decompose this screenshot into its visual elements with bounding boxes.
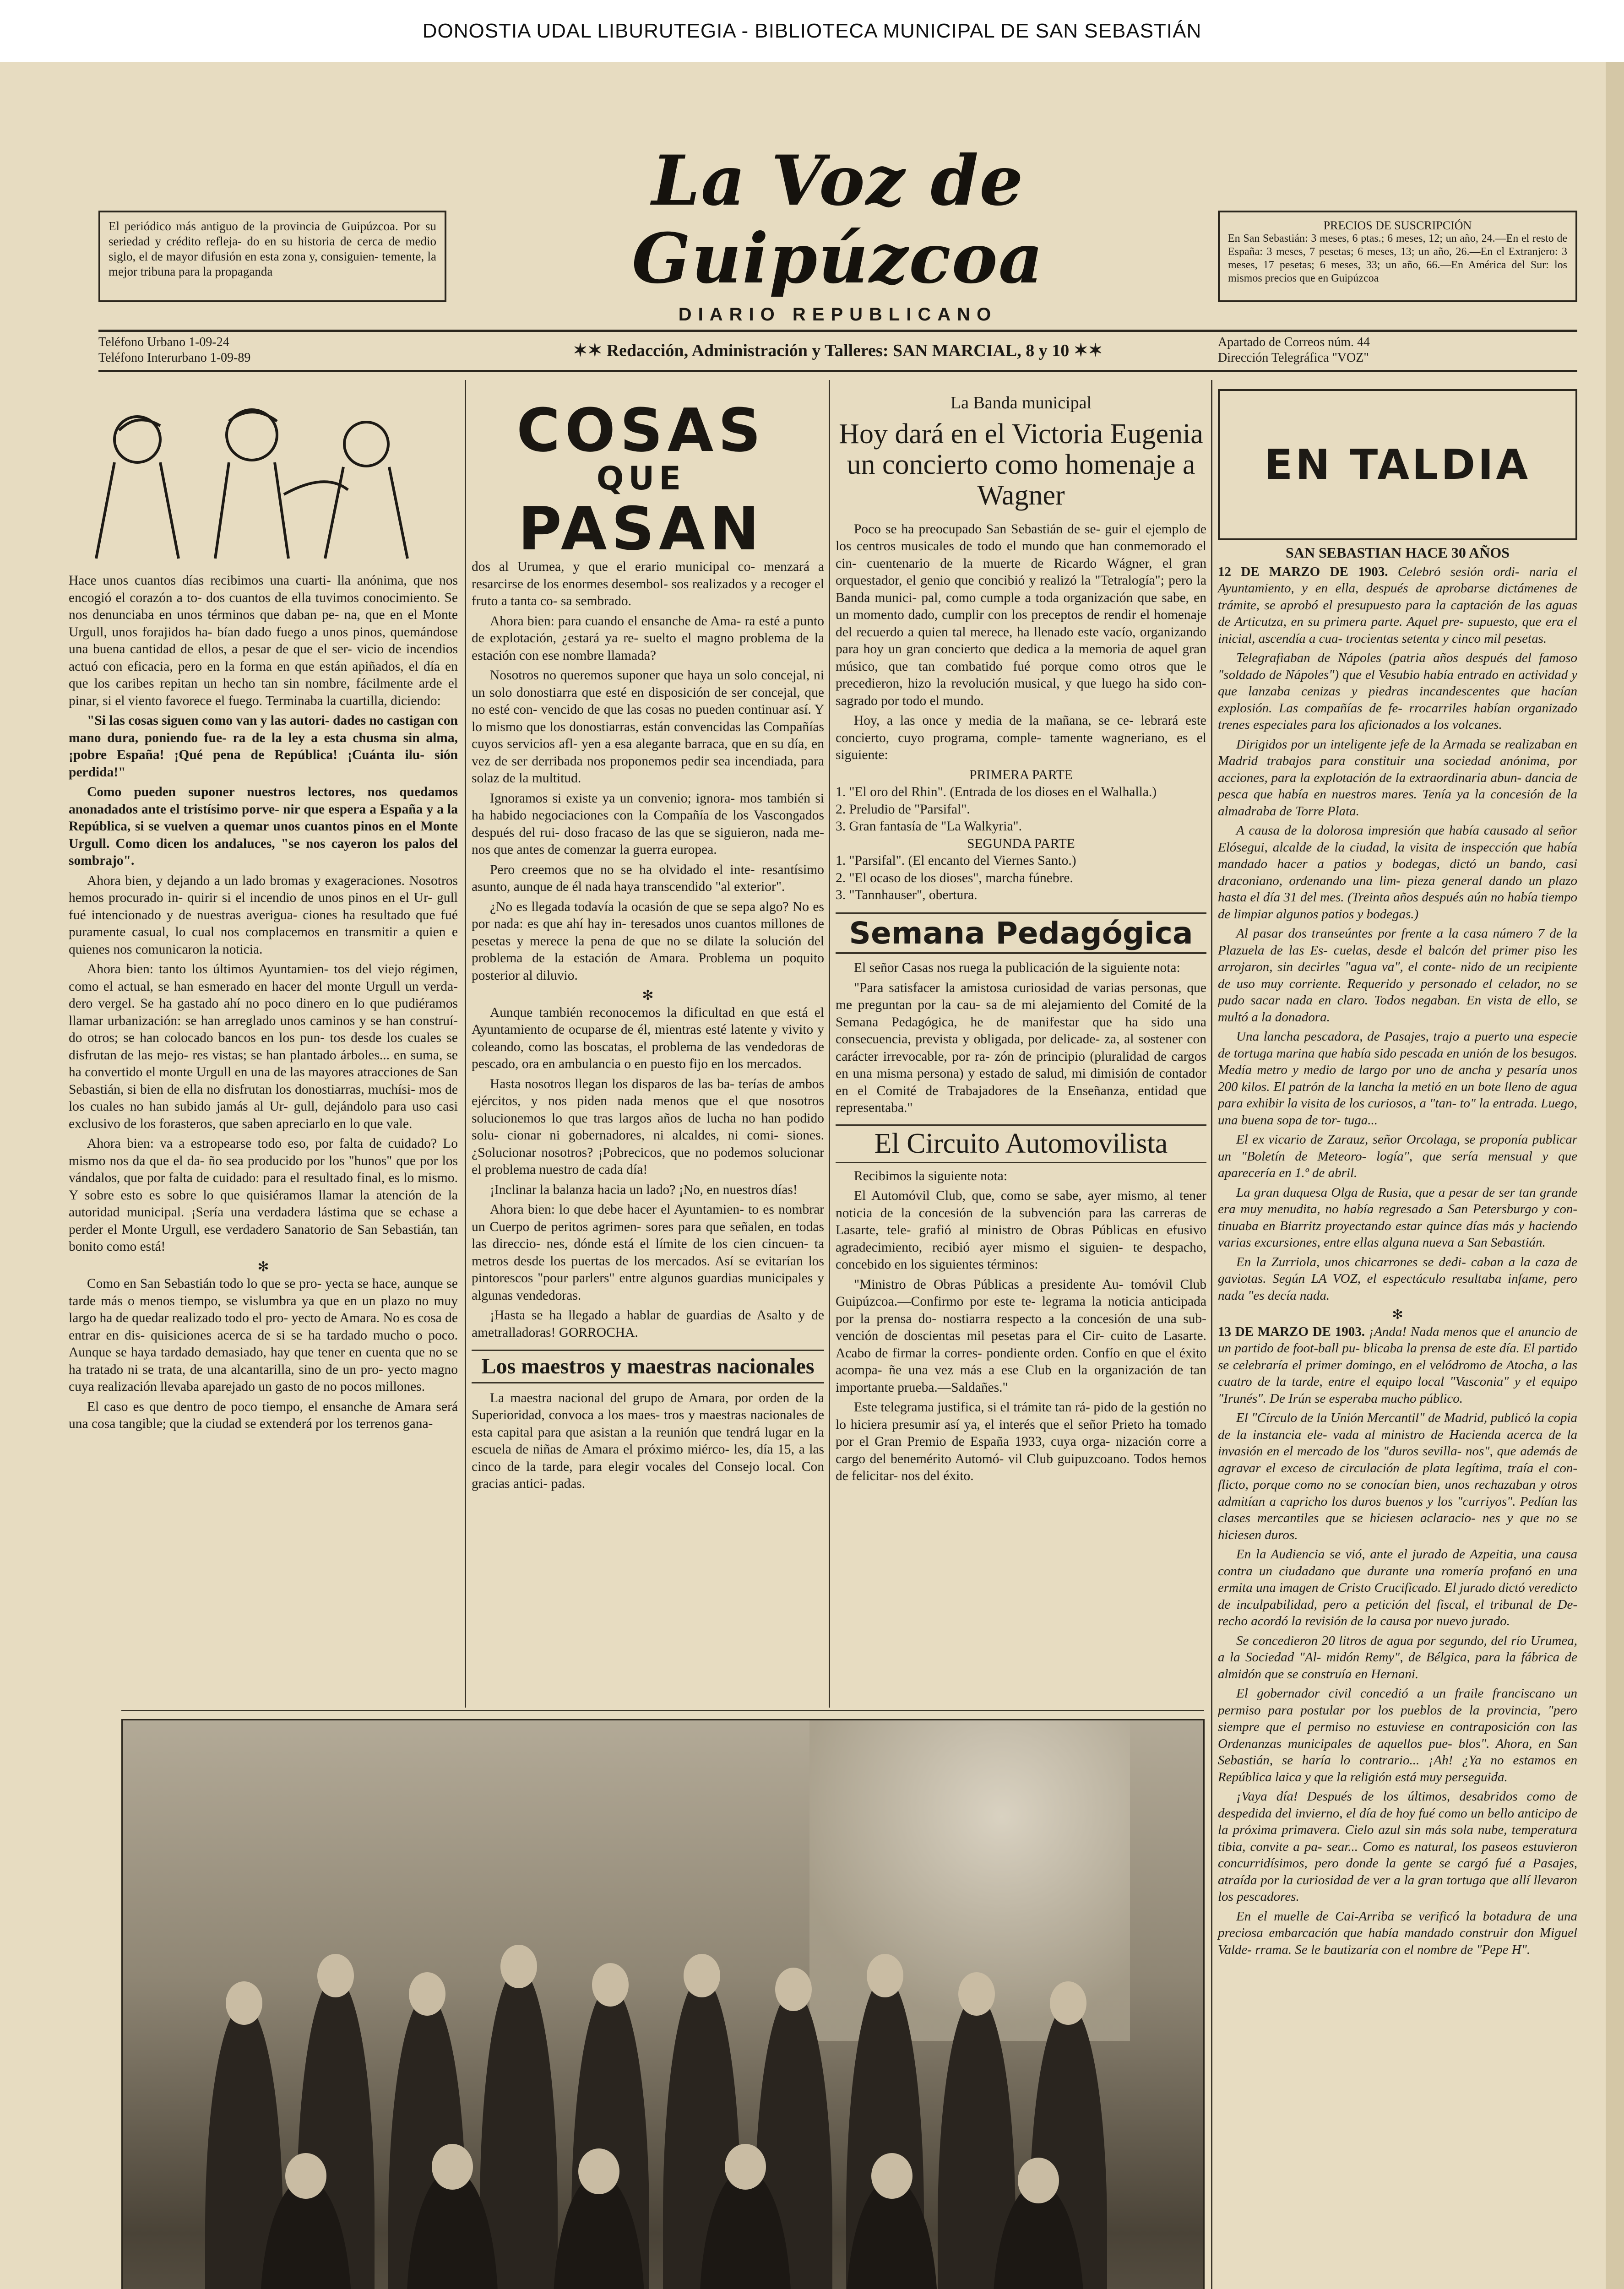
address-block [472, 332, 1204, 369]
column-rule-3 [1211, 380, 1212, 2289]
item-2-3: En la Audiencia se vió, ante el jurado de Azpeitia, una causa contra un ciudadano que durante una romería profanó en una ermita una imagen de Cristo Crucificado. El jurado dictó veredicto de inculpabilidad, pero a petición del fiscal, el tribunal de De- recho acordó la revisión de la causa por nuevo jurado. [1218, 1547, 1577, 1629]
phone-urban: Teléfono Urbano 1-09-24 [98, 335, 229, 349]
item-1-8: La gran duquesa Olga de Rusia, que a pesar de ser tan grande era muy menudita, no había regresado a San Petersburgo y con- tinuaba en Biarritz proyectando estar quince días más y haciendo varias excursiones, entre ellas alguna nueva a San Sebastián. [1218, 1185, 1577, 1250]
col2-p4: Ignoramos si existe ya un convenio; ignora- mos también si ha habido negociaciones con la Compañía de los Vascongados después del rui- doso fracaso de las que se siguieron, nada me- nos que antes de comenzar la guerra europea. [472, 791, 824, 857]
item-2-5: El gobernador civil concedió a un fraile franciscano un permiso para postular por los pueblos de la provincia, "pero siempre que el permiso no estuviese en contraposición con las Ordenanzas municipales de aquellos pue- blos". Ahora, en San Sebastián, se haría lo contrario... ¡Ah! ¿Ya no estamos en República laica y que la religión está muy perseguida. [1218, 1686, 1577, 1785]
col1-p6: Ahora bien: va a estropearse todo eso, por falta de cuidado? Lo mismo nos da que el da- ño sea producido por los "hunos" que por los vándalos, que por falta de cuidado: para el resultado final, es lo mismo. Y sobre esto es sobre lo que quisiéramos llamar la atención de la autoridad municipal. ¡Sería una verdadera lástima que se echase a perder el Monte Urgull, ese verdadero Sanatorio de San Sebastián, tan bonito como está! [69, 1136, 458, 1254]
cosas-word: COSAS [516, 396, 766, 465]
col1-p7: Como en San Sebastián todo lo que se pro- yecta se hace, aunque se tarde más o menos tiempo, se vislumbra ya que en un plazo no muy largo ha de quedar realizado todo el pro- yecto de Amara. No es cosa de entrar en dis- quisiciones acerca de si se ha tardado mucho o poco. Aunque se haya tardado demasiado, hay que tener en cuenta que no se ha tratado ni se trata, de una alcantarilla, sino de un pro- yecto magno cuya realización llevaba aparejado un gasto de no pocos millones. [69, 1276, 458, 1394]
newspaper-subtitle: DIARIO REPUBLICANO [678, 304, 998, 325]
cartoon-illustration [69, 403, 462, 568]
item-2-6: ¡Vaya día! Después de los últimos, desabridos como de despedida del invierno, el día de hoy fué como un bello anticipo de la próxima primavera. Cielo azul sin más sola nube, temperatura tibia, convite a pa- sear... Como es natural, los paseos estuvieron concurridísimos, pero donde la gente se cargó fué a Pasajes, atraída por la curiosidad de ver a la gran tortuga que allí llevaron los pescadores. [1218, 1789, 1577, 1904]
item-1-4: A causa de la dolorosa impresión que había causado al señor Elósegui, alcalde de la ciudad, la visita de inspección que había mandado hacer a patios y bodegas, dictó un bando, casi draconiano, ordenando una lim- pieza general dando un plazo hasta el día 31 del mes. (Treinta años después aún no había tiempo de limpiar algunos patios y bodegas.) [1218, 823, 1577, 922]
col1-p2: "Si las cosas siguen como van y las autori- dades no castigan con mano dura, poniendo fue- ra de la ley a esta chusma sin alma, ¡pobre España! ¡Qué pena de República! ¡Cuánta ilu- sión perdida!" [69, 713, 458, 780]
col2-p5: Pero creemos que no se ha olvidado el inte- resantísimo asunto, aunque de él nada haya transcendido "al exterior". [472, 862, 824, 894]
maestros-headline: Los maestros y maestras nacionales [472, 1350, 824, 1383]
program-part-1: PRIMERA PARTE [969, 767, 1073, 782]
cosas-que-pasan-title [481, 396, 801, 568]
page-edge [1606, 62, 1624, 2289]
item-1-2: Telegrafiaban de Nápoles (patria años después del famoso "soldado de Nápoles") que el Vesubio había entrado en actividad y que lanzaba cenizas y piedras incandescentes que hacían explosión. Las compañías de fe- rrocarriles habían organizado trenes especiales para los aficionados a los volcanes. [1218, 651, 1577, 732]
item-2-2: El "Círculo de la Unión Mercantil" de Madrid, publicó la copia de la instancia ele- vada al ministro de Hacienda acerca de la invasión en el mercado de los "duros sevilla- nos", que además de agravar el exceso de circulación de plata legítima, traía el con- flicto, porque como no se conocían bien, unos rechazaban y otros admitían a capricho los duros buenos y los "curriyos". Pedían las clases mercantiles que se hiciesen aclaracio- nes y que no se hiciesen duros. [1218, 1410, 1577, 1542]
maestros-text: La maestra nacional del grupo de Amara, por orden de la Superioridad, convoca a los maes- tros y maestras nacionales de esta capital para que asistan a la reunión que tendrá lugar en la escuela de niñas de Amara el próximo miérco- les, día 15, a las cinco de la tarde, para elegir vocales del Consejo local. Con gracias antici- padas. [472, 1390, 824, 1492]
program-item-4: 1. "Parsifal". (El encanto del Viernes Santo.) [836, 853, 1076, 868]
group-photo [121, 1719, 1205, 2289]
library-banner-text: DONOSTIA UDAL LIBURUTEGIA - BIBLIOTECA MUNICIPAL DE SAN SEBASTIÁN [422, 19, 1202, 42]
col2-p3: Nosotros no queremos suponer que haya un solo concejal, ni un solo donostiarra que esté en disposición de ser concejal, que no esté con- vencido de que las cosas no pueden continuar así. Y lo mismo que los donostiarras, están convencidas las Compañías cuyos servicios afl- yen a esa alegante barraca, que en su día, en vez de ser derribada nos proponemos pedir sea incendiada, para solaz de la multitud. [472, 668, 824, 786]
circuito-p2: El Automóvil Club, que, como se sabe, ayer mismo, al tener noticia de la concesión de la subvención para las carreras de Lasarte, tele- grafió al ministro de Obras Públicas en efusivo agradecimiento, recibió ayer mismo el siguien- te despacho, concebido en los siguientes términos: [836, 1188, 1206, 1272]
masthead-rule-bottom [98, 370, 1577, 372]
semana-p2: "Para satisfacer la amistosa curiosidad de varias personas, que me preguntan por la cau- sa de mi alejamiento del Comité de la Semana Pedagógica, he de manifestar que ha sido una consecuencia, prevista y obligada, por delicade- za, al sostener con carácter irrevocable, por ra- zón de principio (pluralidad de cargos en una misma persona) y estado de salud, mi dimisión de contador en el Comité de Trabajadores de la Enseñanza, entidad que representaba." [836, 980, 1206, 1116]
semana-headline: Semana Pedagógica [836, 912, 1206, 954]
en-taldia-logo [1218, 389, 1577, 540]
masthead-left-box [98, 211, 446, 302]
col2-p11: ¡Hasta se ha llegado a hablar de guardias de Asalto y de ametralladoras! GORROCHA. [472, 1308, 824, 1340]
wagner-headline: Hoy dará en el Victoria Eugenia un concierto como homenaje a Wagner [839, 418, 1203, 511]
address-text: ✶✶ Redacción, Administración y Talleres: SAN MARCIAL, 8 y 10 ✶✶ [573, 341, 1103, 360]
circuito-p1: Recibimos la siguiente nota: [854, 1168, 1008, 1183]
col2-p6: ¿No es llegada todavía la ocasión de que se sepa algo? No es por nada: es que ahí hay in- teresados unos cuantos millones de pesetas y merece la pena de que no se dilate la solución del problema de la estación de Amara. Problema un poquito posterior al diluvio. [472, 899, 824, 983]
newspaper-title: La Voz de Guipúzcoa [632, 141, 1044, 299]
phone-block [98, 332, 460, 369]
telegraphic-address: Dirección Telegráfica "VOZ" [1218, 351, 1369, 365]
column-rule-1 [465, 380, 466, 1708]
subscription-box [1218, 211, 1577, 302]
column-4 [1218, 545, 1577, 1961]
col1-p3: Como pueden suponer nuestros lectores, nos quedamos anonadados ante el tristísimo porve- nir que espera a España y a la República, si se vuelven a quemar unos cuantos pinos en el Monte Urgull. Como dicen los andaluces, "se nos cayeron los palos del sombrajo". [69, 785, 458, 868]
circuito-headline: El Circuito Automovilista [836, 1124, 1206, 1163]
col2-p1: dos al Urumea, y que el erario municipal co- menzará a resarcirse de los enormes desembol- sos realizados y a recoger el fruto a tanta co- sa sembrado. [472, 559, 824, 608]
date-1: 12 DE MARZO DE 1903. [1218, 564, 1388, 579]
col1-p1: Hace unos cuantos días recibimos una cuarti- lla anónima, que nos encogió el corazón a to- dos cuantos de ella tuvimos conocimiento. Se nos denunciaba en unos términos que daban pe- na, que en el Monte Urgull, unos forajidos ha- bían dado fuego a unos pinos, quemándose una buena cantidad de ellos, a pesar de que el ser- vicio de incendios actuó con eficacia, pero en la forma en que están apiñados, el día en que los caribes repitan un hecho tan sin nombre, fácilmente arde el pinar, si el viento favorece el fuego. Terminaba la cuartilla, diciendo: [69, 573, 458, 708]
program-item-2: 2. Preludio de "Parsifal". [836, 802, 970, 817]
col2-p8: Hasta nosotros llegan los disparos de las ba- terías de ambos ejércitos, y nos piden nada menos que el que nosotros solucionemos lo que tras largos años de lucha no han podido solu- cionar ni gobernadores, ni alcaldes, ni comi- siones. ¿Solucionar nosotros? ¡Pobrecicos, que no podemos solucionar el problema nuestro de cada día! [472, 1076, 824, 1177]
item-1-7: El ex vicario de Zarauz, señor Orcolaga, se proponía publicar un "Boletín de Meteoro- logía", que sería mensual y que aparecería en 1.º de abril. [1218, 1132, 1577, 1181]
pasan-word: PASAN [518, 494, 764, 564]
column-rule-2 [829, 380, 830, 1708]
semana-p1: El señor Casas nos ruega la publicación de la siguiente nota: [854, 960, 1180, 976]
masthead-left-text: El periódico más antiguo de la provincia de Guipúzcoa. Por su seriedad y crédito refleja- do en su historia de cerca de medio siglo, el de mayor difusión en esta zona y, consiguien- temente, la mejor tribuna para la propaganda [109, 219, 436, 278]
column-3 [836, 394, 1206, 1488]
date-2: 13 DE MARZO DE 1903. [1218, 1324, 1365, 1339]
circuito-p4: Este telegrama justifica, si el trámite tan rá- pido de la gestión no lo hiciera presumir así ya, el interés que el señor Prieto ha tomado por el Gran Premio de España 1933, cuya orga- nización corre a cargo del benemérito Automó- vil Club guipuzcoano. Todos hemos de felicitar- nos del éxito. [836, 1400, 1206, 1484]
banda-kicker: La Banda municipal [950, 393, 1092, 412]
col1-p8: El caso es que dentro de poco tiempo, el ensanche de Amara será una cosa tangible; que la ciudad se extenderá por los terrenos gana- [69, 1399, 458, 1431]
program-item-5: 2. "El ocaso de los dioses", marcha fúnebre. [836, 870, 1073, 885]
subscription-title: PRECIOS DE SUSCRIPCIÓN [1323, 219, 1472, 232]
photo-top-rule [121, 1710, 1204, 1711]
item-1-5: Al pasar dos transeúntes por frente a la casa número 7 de la Plazuela de las Es- cuelas, desde el balcón del primer piso les arrojaron, sin decirles "agua va", el conte- nido de un recipiente de uso muy corriente. Requerido y personado el celador, no se pudo sacar nada en claro. Todos negaban. En vista de ello, se multó a la donadora. [1218, 926, 1577, 1025]
col1-p4: Ahora bien, y dejando a un lado bromas y exageraciones. Nosotros hemos procurado in- quirir si el incendio de unos pinos en el Ur- gull fué intencionado y de nuestras averigua- ciones ha resultado que fué puramente casual, lo cual nos complacemos en transmitir a quien e quienes nos comunicaron la noticia. [69, 873, 458, 957]
col2-p9: ¡Inclinar la balanza hacia un lado? ¡No, en nuestros días! [490, 1182, 798, 1197]
hace-30-anos-heading: SAN SEBASTIAN HACE 30 AÑOS [1285, 544, 1510, 561]
col1-ornament: ✻ [257, 1259, 269, 1275]
item-1-9: En la Zurriola, unos chicarrones se dedi- caban a la caza de gaviotas. Según LA VOZ, el espectáculo resultaba infame, pero nada "es decía nada. [1218, 1254, 1577, 1303]
column-2 [472, 559, 824, 1496]
col2-p7: Aunque también reconocemos la dificultad en que está el Ayuntamiento de ocuparse de él, mientras esté latente y vivito y coleando, como las boscatas, el problema de las vendedoras de pescado, ora en ambulancia o en puesto fijo en los mercados. [472, 1005, 824, 1071]
program-item-3: 3. Gran fantasía de "La Walkyria". [836, 819, 1022, 834]
col4-ornament: ✻ [1392, 1307, 1403, 1323]
phone-interurban: Teléfono Interurbano 1-09-89 [98, 351, 251, 365]
col2-ornament: ✻ [642, 988, 654, 1003]
col1-p5: Ahora bien: tanto los últimos Ayuntamien- tos del viejo régimen, como el actual, se han esmerado en hacer del monte Urgull un verda- dero vergel. Se ha gastado ahí no poco dinero en lo que pudiéramos llamar urbanización: se han arreglado unos caminos y se han construí- do otros; se han colocado bancos en los pun- tos desde los cuales se disfrutan de las mejo- res vistas; se han plantado árboles... en suma, se ha convertido el monte Urgull en una de las mayores atracciones de San Sebastián, si bien de ella no disfrutan los donostiarras, muchísi- mos de los cuales no han subido jamás al Ur- gull, dejándolo para uso casi exclusivo de los forasteros, que saben apreciarlo en lo que vale. [69, 962, 458, 1131]
column-1 [69, 572, 458, 1436]
item-1-1: Celebró sesión ordi- naria el Ayuntamiento, y en ella, después de aprobarse dictámenes de trámite, se aprobó el presupuesto para la captación de las aguas de Articutza, en su primera parte. Aquel pre- supuesto, que era el inicial, ascendía a cua- trocientas setenta y cinco mil pesetas. [1218, 564, 1578, 646]
que-word: QUE [596, 460, 686, 497]
postal-block [1218, 332, 1577, 369]
col2-p2: Ahora bien: para cuando el ensanche de Ama- ra esté a punto de explotación, ¿estará ya re- suelto el magno problema de la estación con ese nombre llamada? [472, 613, 824, 663]
item-2-4: Se concedieron 20 litros de agua por segundo, del río Urumea, a la Sociedad "Al- midón Remy", de Bélgica, para la fábrica de almidón que se construía en Hernani. [1218, 1633, 1577, 1681]
postal-box: Apartado de Correos núm. 44 [1218, 335, 1370, 349]
wagner-p1: Poco se ha preocupado San Sebastián de se- guir el ejemplo de los centros musicales de todo el mundo que han conmemorado el cin- cuentenario de la muerte de Ricardo Wágner, el gran orquestador, el genio que concibió y realizó la "Tetralogía"; pero la Banda munici- pal, como cumple a toda organización que sabe, en un momento dado, cumplir con los preceptos de rendir el homenaje del recuerdo a quien tal merece, ha llenado este vacío, organizando para hoy un gran concierto que dedica a la memoria de aquel gran músico, que tan combatido fué porque como otros que le precedieron, hizo la revolución musical, y que luego ha sido con- sagrado por todo el mundo. [836, 521, 1206, 708]
item-2-1: ¡Anda! Nada menos que el anuncio de un partido de foot-ball pu- blicaba la prensa de este día. El partido se celebraría el primer domingo, en el velódromo de Atocha, a las cuatro de la tarde, entre el equipo local "Vasconia" y el equipo "Irunés". De Irún se esperaba mucho público. [1218, 1324, 1578, 1406]
subscription-text: En San Sebastián: 3 meses, 6 ptas.; 6 meses, 12; un año, 24.—En el resto de España: 3 meses, 7 pesetas; 6 meses, 13; un año, 26.—En el Extranjero: 3 meses, 17 pesetas; 6 meses, 33; un año, 66.—En América del Sur: los mismos precios que en Guipúzcoa [1228, 233, 1567, 284]
program-item-6: 3. "Tannhauser", obertura. [836, 888, 978, 903]
item-1-3: Dirigidos por un inteligente jefe de la Armada se realizaban en Madrid trabajos para constituir una sociedad anónima, por acciones, para la explotación de la extraordinaria abun- dancia de pesca que había en nuestros mares. Tenía ya la concesión de la almadraba de Torre Plata. [1218, 737, 1577, 819]
item-2-7: En el muelle de Cai-Arriba se verificó la botadura de una preciosa embarcación que había mandado construir don Miguel Valde- rrama. Se le bautizaría con el nombre de "Pepe H". [1218, 1909, 1577, 1957]
col2-p10: Ahora bien: lo que debe hacer el Ayuntamien- to es nombrar un Cuerpo de peritos agrimen- sores para que señalen, en todas las direccio- nes, dónde está el límite de los cien cincuen- ta metros desde los puertas de los mercados. Así se evitarían los pintorescos "pour parlers" entre algunos guardias municipales y algunas vendedoras. [472, 1202, 824, 1303]
item-1-6: Una lancha pescadora, de Pasajes, trajo a puerto una especie de tortuga marina que había sido pescada en unión de los besugos. Medía metro y medio de largo por uno de ancha y pesaría unos 200 kilos. El patrón de la lancha la metió en un bote lleno de agua para exhibir la visita de los curiosos, a "tan- to" la entrada. Luego, una buena sopa de tor- tuga... [1218, 1029, 1577, 1128]
en-taldia-text: EN TALDIA [1264, 440, 1531, 489]
wagner-p2: Hoy, a las once y media de la mañana, se ce- lebrará este concierto, cuyo programa, comple- tamente wagneriano, es el siguiente: [836, 713, 1206, 763]
program-item-1: 1. "El oro del Rhin". (Entrada de los dioses en el Walhalla.) [836, 785, 1157, 800]
circuito-p3: "Ministro de Obras Públicas a presidente Au- tomóvil Club Guipúzcoa.—Confirmo por este te- legrama la noticia anticipada por la prensa do- nostiarra respecto a la concesión de una sub- vención de doscientas mil pesetas para el Cir- cuito de Lasarte. Acabo de firmar la corres- pondiente orden. Confío en que el éxito acompa- ñe una vez más a ese Club en la organización de tan importante prueba.—Saldañes." [836, 1277, 1206, 1395]
library-banner [0, 0, 1624, 62]
program-part-2: SEGUNDA PARTE [967, 836, 1075, 851]
